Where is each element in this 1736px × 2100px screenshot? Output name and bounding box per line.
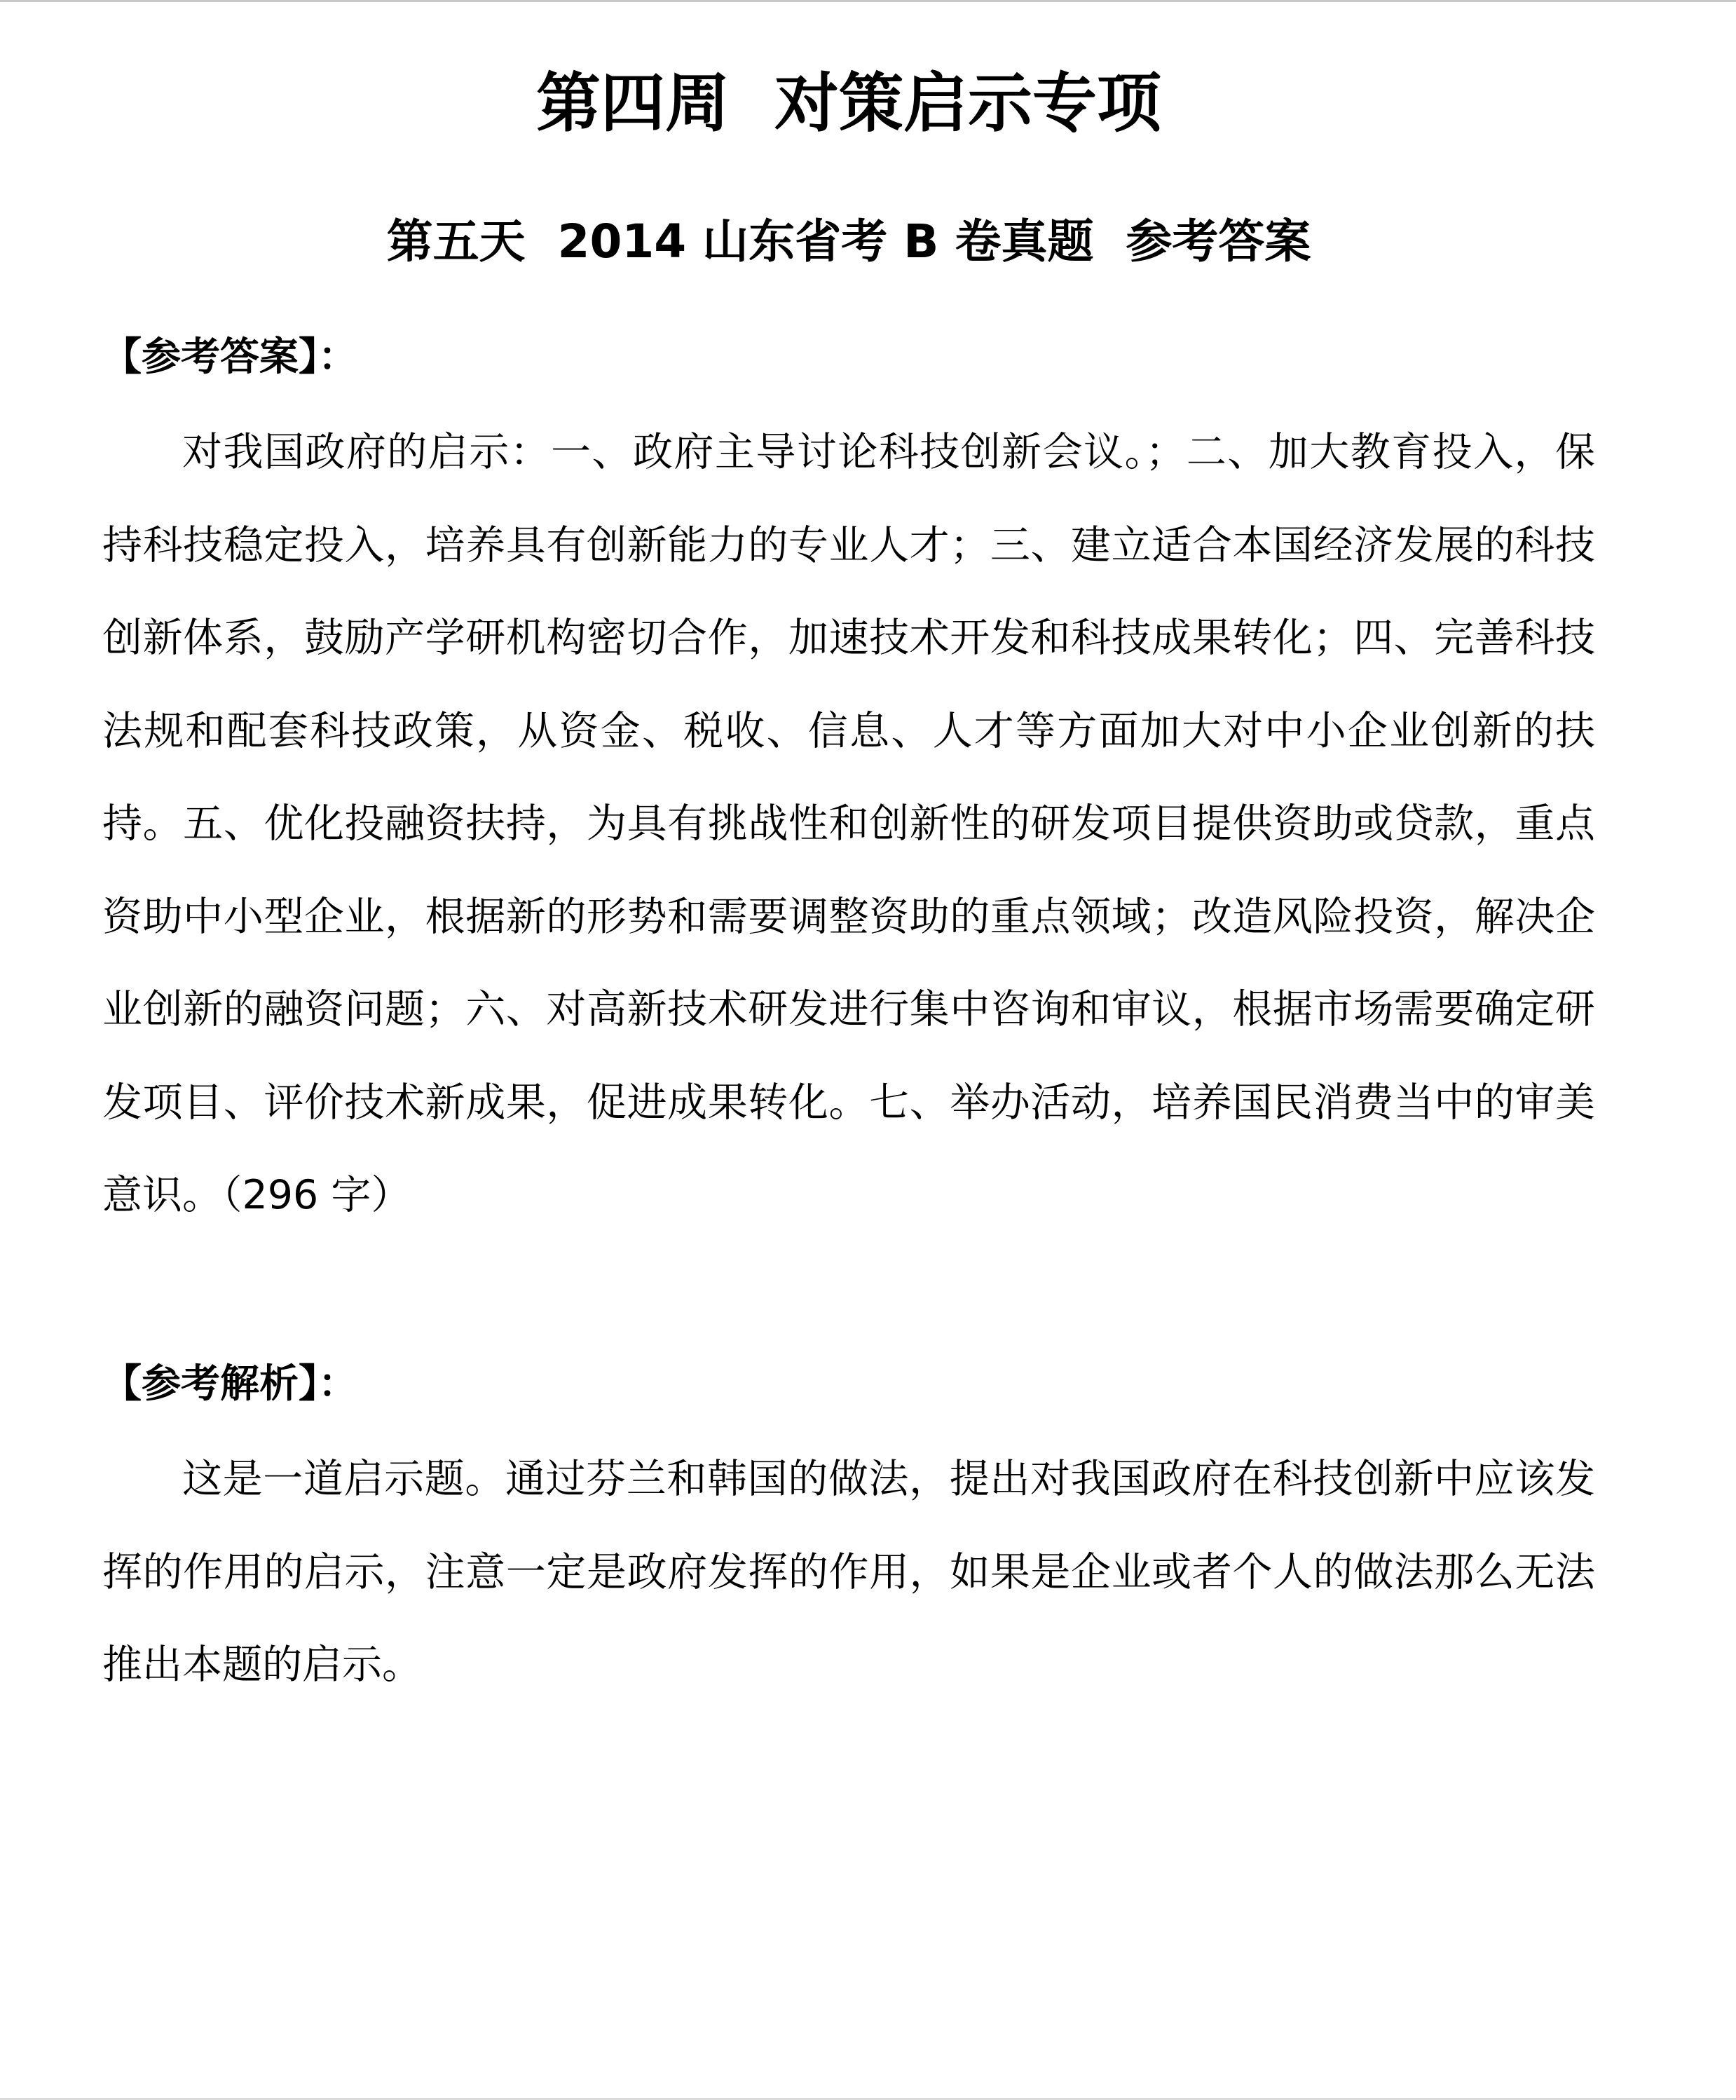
analysis-heading: 【参考解析】： <box>102 1361 357 1407</box>
answer-heading: 【参考答案】： <box>102 334 357 380</box>
answer-paragraph: 对我国政府的启示：一、政府主导讨论科技创新会议。；二、加大教育投入，保持科技稳定投入，培养具有创新能力的专业人才；三、建立适合本国经济发展的科技创新体系，鼓励产学研机构密切合作，加速技术开发和科技成果转化；四、完善科技法规和配套科技政策，从资金、税收、信息、人才等方面加大对中小企业创新的扶持。五、优化投融资扶持，为具有挑战性和创新性的研发项目提供资助或贷款，重点资助中小型企业，根据新的形势和需要调整资助的重点领域；改造风险投资，解决企业创新的融资问题；六、对高新技术研发进行集中咨询和审议，根据市场需要确定研发项目、评价技术新成果，促进成果转化。七、举办活动，培养国民消费当中的审美意识。（296 字） <box>102 429 1595 1218</box>
document-subtitle: 第五天 2014 山东省考 B 卷真题 参考答案 <box>386 214 1311 268</box>
document-title: 第四周 对策启示专项 <box>535 66 1162 141</box>
page-top-border <box>0 0 1736 2</box>
analysis-paragraph: 这是一道启示题。通过芬兰和韩国的做法，提出对我国政府在科技创新中应该发挥的作用的启示，注意一定是政府发挥的作用，如果是企业或者个人的做法那么无法推出本题的启示。 <box>102 1456 1595 1688</box>
